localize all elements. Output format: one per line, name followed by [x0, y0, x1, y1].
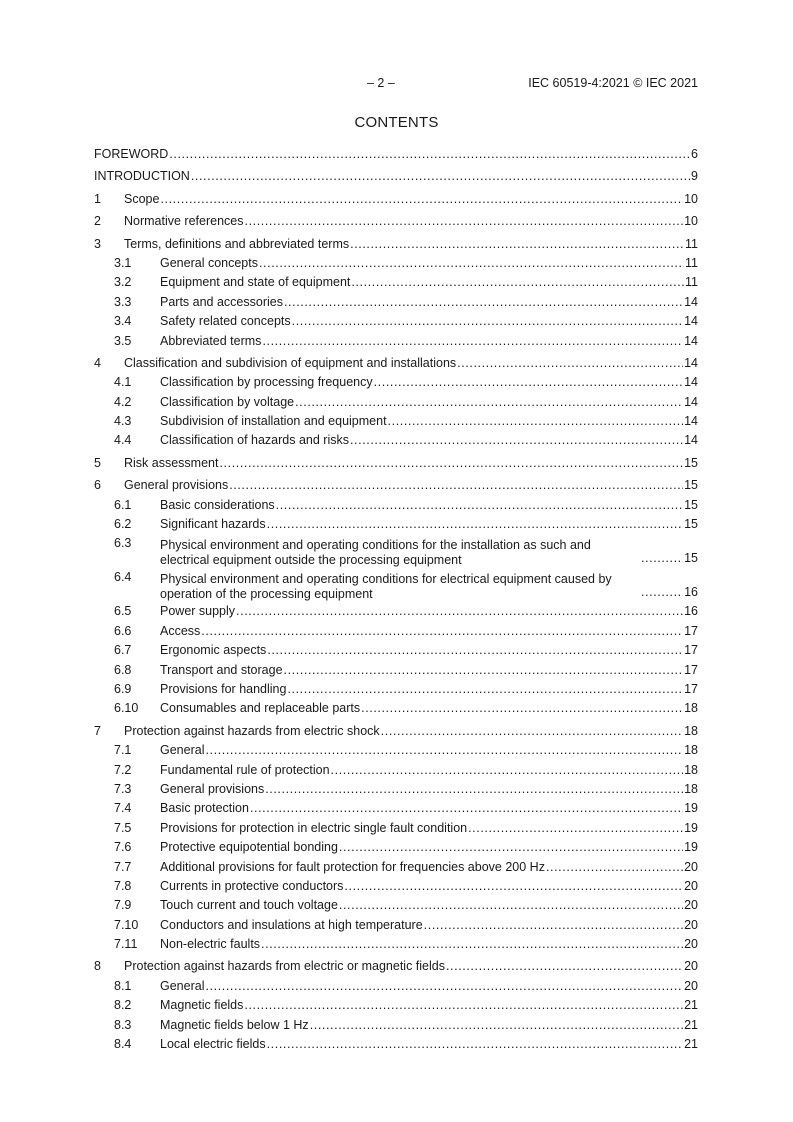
toc-entry-page[interactable]: 20 — [684, 898, 698, 913]
toc-entry-row — [160, 877, 698, 896]
toc-entry-title[interactable]: Basic considerations — [160, 497, 275, 512]
toc-entry-row — [160, 1035, 698, 1054]
dot-leader — [267, 515, 683, 534]
toc-entry-title[interactable]: INTRODUCTION — [94, 169, 190, 184]
toc-entry-title[interactable]: Physical environment and operating conditions for the installation as such and electrical equipment outside the processing equipment — [160, 538, 591, 568]
toc-entry-page[interactable]: 9 — [691, 169, 698, 184]
dot-leader — [361, 699, 683, 718]
dot-leader — [201, 622, 683, 641]
toc-entry-number: 4 — [94, 355, 101, 370]
toc-entry[interactable] — [94, 476, 698, 495]
toc-entry[interactable] — [94, 877, 698, 896]
toc-entry-number: 6.5 — [114, 604, 132, 619]
toc-entry-row — [160, 661, 698, 680]
toc-entry-row — [94, 145, 698, 164]
toc-entry-title[interactable]: Fundamental rule of protection — [160, 762, 330, 777]
toc-entry-title[interactable]: Classification by voltage — [160, 394, 295, 409]
toc-entry-title[interactable]: Classification of hazards and risks — [160, 433, 349, 448]
toc-entry-number: 6.1 — [114, 497, 132, 512]
dot-leader — [374, 373, 683, 392]
toc-entry-page[interactable]: 17 — [684, 643, 698, 658]
toc-entry-title[interactable]: General concepts — [160, 255, 258, 270]
toc-entry-row — [124, 190, 698, 209]
toc-entry-row — [124, 476, 698, 495]
page-number: – 2 – — [367, 76, 395, 90]
toc-entry[interactable] — [94, 568, 698, 602]
toc-entry-title[interactable]: Magnetic fields below 1 Hz — [160, 1017, 309, 1032]
dot-leader — [245, 212, 684, 231]
toc-entry[interactable] — [94, 373, 698, 392]
dot-leader — [457, 354, 683, 373]
toc-entry-title[interactable]: Provisions for protection in electric single fault condition — [160, 820, 468, 835]
toc-entry-page[interactable]: 21 — [684, 1037, 698, 1052]
dot-leader — [284, 661, 684, 680]
toc-entry-row — [124, 722, 698, 741]
toc-entry-number: 1 — [94, 191, 101, 206]
dot-leader — [262, 332, 683, 351]
toc-entry-title[interactable]: Parts and accessories — [160, 294, 283, 309]
toc-entry-page[interactable]: 20 — [684, 878, 698, 893]
dot-leader — [424, 916, 683, 935]
toc-entry-title[interactable]: Non-electric faults — [160, 937, 261, 952]
toc-entry-page[interactable]: 16 — [684, 585, 698, 600]
toc-entry-title[interactable]: FOREWORD — [94, 147, 169, 161]
toc-entry[interactable] — [94, 977, 698, 996]
toc-entry-title[interactable]: Equipment and state of equipment — [160, 275, 351, 290]
toc-entry-number: 6.6 — [114, 623, 132, 638]
toc-entry-row — [160, 977, 698, 996]
toc-entry-row — [160, 741, 698, 760]
dot-leader — [641, 549, 683, 568]
toc-entry-row — [124, 957, 698, 976]
toc-entry-title[interactable]: Physical environment and operating conditions for electrical equipment caused by operation of the processing equipment — [160, 572, 612, 602]
toc-entry-row — [160, 515, 698, 534]
toc-entry-page[interactable]: 17 — [684, 681, 698, 696]
standard-reference: IEC 60519-4:2021 © IEC 2021 — [528, 76, 698, 90]
toc-entry-number: 7.4 — [114, 801, 132, 816]
toc-entry-number: 6.2 — [114, 517, 132, 532]
dot-leader — [205, 741, 683, 760]
toc-entry[interactable] — [94, 212, 698, 231]
toc-entry[interactable] — [94, 996, 698, 1015]
toc-entry-title[interactable]: Provisions for handling — [160, 681, 287, 696]
toc-entry-title[interactable]: General — [160, 743, 205, 758]
toc-entry-title[interactable]: Transport and storage — [160, 662, 283, 677]
toc-entry-page[interactable]: 15 — [684, 517, 698, 532]
toc-entry-number: 8.3 — [114, 1017, 132, 1032]
toc-entry[interactable] — [94, 167, 698, 186]
toc-entry-page[interactable]: 19 — [684, 840, 698, 855]
toc-entry-page[interactable]: 14 — [684, 394, 698, 409]
toc-entry-number: 6.3 — [114, 536, 132, 551]
toc-entry-title[interactable]: Risk assessment — [124, 455, 219, 470]
dot-leader — [276, 496, 683, 515]
dot-leader — [295, 393, 683, 412]
toc-entry-page[interactable]: 19 — [684, 801, 698, 816]
toc-entry-page[interactable]: 14 — [684, 355, 698, 370]
toc-entry-number: 3.5 — [114, 333, 132, 348]
dot-leader — [265, 780, 683, 799]
dot-leader — [284, 293, 683, 312]
toc-entry-page[interactable]: 15 — [684, 551, 698, 566]
toc-entry[interactable] — [94, 332, 698, 351]
toc-entry-row — [160, 838, 698, 857]
toc-entry[interactable] — [94, 761, 698, 780]
toc-entry-page[interactable]: 17 — [684, 623, 698, 638]
toc-entry-page[interactable]: 16 — [684, 604, 698, 619]
toc-entry-row — [160, 641, 698, 660]
toc-entry-number: 6.9 — [114, 681, 132, 696]
toc-entry-number: 8.4 — [114, 1037, 132, 1052]
dot-leader — [250, 799, 683, 818]
toc-entry-page[interactable]: 20 — [684, 859, 698, 874]
toc-entry-row — [124, 454, 698, 473]
dot-leader — [331, 761, 684, 780]
dot-leader — [205, 977, 683, 996]
toc-entry-page[interactable]: 10 — [684, 191, 698, 206]
toc-entry[interactable] — [94, 454, 698, 473]
toc-entry-number: 6.8 — [114, 662, 132, 677]
toc-entry-row — [160, 332, 698, 351]
toc-entry-row — [160, 819, 698, 838]
toc-entry[interactable] — [94, 412, 698, 431]
toc-entry-number: 7.2 — [114, 762, 132, 777]
toc-entry-row — [160, 412, 698, 431]
dot-leader — [351, 273, 684, 292]
toc-entry-number: 5 — [94, 455, 101, 470]
toc-entry[interactable] — [94, 1016, 698, 1035]
dot-leader — [350, 235, 684, 254]
dot-leader — [287, 680, 683, 699]
toc-entry[interactable] — [94, 496, 698, 515]
toc-entry[interactable] — [94, 896, 698, 915]
toc-entry-row — [160, 916, 698, 935]
toc-entry-title[interactable]: Touch current and touch voltage — [160, 898, 338, 913]
toc-entry[interactable] — [94, 680, 698, 699]
dot-leader — [267, 1035, 683, 1054]
dot-leader — [259, 254, 684, 273]
toc-entry-row — [160, 680, 698, 699]
toc-entry-page[interactable]: 20 — [684, 917, 698, 932]
toc-entry-number: 4.2 — [114, 394, 132, 409]
toc-entry[interactable] — [94, 741, 698, 760]
toc-entry-row — [160, 602, 698, 621]
toc-entry[interactable] — [94, 1035, 698, 1054]
toc-entry[interactable] — [94, 858, 698, 877]
toc-entry-page[interactable]: 11 — [685, 255, 698, 270]
toc-entry-page[interactable]: 20 — [684, 937, 698, 952]
toc-entry-row — [160, 780, 698, 799]
toc-entry[interactable] — [94, 780, 698, 799]
toc-entry-row — [124, 212, 698, 231]
toc-entry-number: 7.6 — [114, 840, 132, 855]
dot-leader — [339, 896, 683, 915]
toc-entry-row — [160, 312, 698, 331]
page-title: CONTENTS — [354, 114, 439, 131]
toc-entry-number: 4.1 — [114, 375, 132, 390]
dot-leader — [160, 190, 683, 209]
toc-entry-row — [160, 896, 698, 915]
toc-entry-number: 6.4 — [114, 570, 132, 585]
toc-entry[interactable] — [94, 190, 698, 209]
dot-leader — [219, 454, 683, 473]
toc-entry-number: 6.10 — [114, 701, 139, 716]
toc-entry-row — [160, 1016, 698, 1035]
toc-entry-row — [124, 354, 698, 373]
toc-entry[interactable] — [94, 393, 698, 412]
toc-entry[interactable] — [94, 935, 698, 954]
toc-entry-page[interactable]: 21 — [684, 998, 698, 1013]
dot-leader — [310, 1016, 683, 1035]
toc-entry-page[interactable]: 14 — [684, 433, 698, 448]
toc-entry[interactable] — [94, 235, 698, 254]
toc-entry-number: 4.4 — [114, 433, 132, 448]
toc-entry-title[interactable]: Normative references — [124, 214, 244, 229]
toc-entry-title[interactable]: Ergonomic aspects — [160, 643, 267, 658]
toc-entry-number: 7 — [94, 723, 101, 738]
toc-entry-title[interactable]: General provisions — [160, 781, 265, 796]
toc-entry[interactable] — [94, 354, 698, 373]
toc-entry-row — [160, 935, 698, 954]
dot-leader — [446, 957, 683, 976]
toc-entry-page[interactable]: 18 — [684, 781, 698, 796]
dot-leader — [236, 602, 683, 621]
toc-entry-row — [160, 431, 698, 450]
toc-entry-title[interactable]: Protective equipotential bonding — [160, 840, 338, 855]
toc-entry-page[interactable]: 20 — [684, 978, 698, 993]
toc-entry-number: 3.3 — [114, 294, 132, 309]
toc-entry-page[interactable]: 18 — [684, 743, 698, 758]
toc-entry-page[interactable]: 14 — [684, 375, 698, 390]
toc-entry-title[interactable]: Protection against hazards from electric or magnetic fields — [124, 959, 445, 974]
toc-entry[interactable] — [94, 622, 698, 641]
dot-leader — [292, 312, 683, 331]
toc-entry-number: 6.7 — [114, 643, 132, 658]
toc-entry-page[interactable]: 18 — [684, 701, 698, 716]
toc-entry-page[interactable]: 15 — [684, 497, 698, 512]
dot-leader — [169, 145, 690, 164]
toc-entry-title[interactable]: Magnetic fields — [160, 998, 244, 1013]
toc-entry-number: 8.2 — [114, 998, 132, 1013]
toc-entry-title[interactable]: Safety related concepts — [160, 314, 291, 329]
toc-entry[interactable] — [94, 799, 698, 818]
toc-entry-page[interactable]: 15 — [684, 478, 698, 493]
toc-entry-row — [160, 799, 698, 818]
toc-entry-page[interactable]: 21 — [684, 1017, 698, 1032]
toc-entry-number: 8.1 — [114, 978, 132, 993]
toc-entry-row — [160, 858, 698, 877]
toc-entry-number: 3.2 — [114, 275, 132, 290]
toc-entry-page[interactable]: 14 — [684, 294, 698, 309]
dot-leader — [546, 858, 683, 877]
dot-leader — [267, 641, 683, 660]
toc-entry-title[interactable]: Scope — [124, 191, 160, 206]
toc-entry-number: 2 — [94, 214, 101, 229]
dot-leader — [339, 838, 683, 857]
toc-entry-number: 7.5 — [114, 820, 132, 835]
toc-entry-title[interactable]: Consumables and replaceable parts — [160, 701, 361, 716]
toc-entry-page[interactable]: 11 — [685, 236, 698, 251]
toc-entry-title[interactable]: Access — [160, 623, 201, 638]
toc-entry-row — [160, 699, 698, 718]
toc-entry-title[interactable]: Terms, definitions and abbreviated terms — [124, 236, 350, 251]
toc-entry-row — [160, 393, 698, 412]
dot-leader — [468, 819, 683, 838]
dot-leader — [388, 412, 684, 431]
toc-entry[interactable] — [94, 838, 698, 857]
toc-entry-title[interactable]: Classification by processing frequency — [160, 375, 373, 390]
dot-leader — [344, 877, 683, 896]
toc-entry-row — [160, 622, 698, 641]
toc-entry[interactable] — [94, 957, 698, 976]
dot-leader — [261, 935, 683, 954]
toc-entry-page[interactable]: 18 — [684, 723, 698, 738]
toc-entry-title[interactable]: Local electric fields — [160, 1037, 266, 1052]
toc-entry-page[interactable]: 6 — [691, 147, 698, 161]
toc-entry[interactable] — [94, 641, 698, 660]
dot-leader — [244, 996, 683, 1015]
toc-entry-page[interactable]: 15 — [684, 455, 698, 470]
toc-entry-number: 7.10 — [114, 917, 139, 932]
toc-entry-title[interactable]: Basic protection — [160, 801, 249, 816]
toc-entry-row — [160, 273, 698, 292]
toc-entry-title[interactable]: Currents in protective conductors — [160, 878, 344, 893]
toc-entry[interactable] — [94, 293, 698, 312]
toc-entry-title[interactable]: Abbreviated terms — [160, 333, 262, 348]
toc-entry-title[interactable]: Power supply — [160, 604, 236, 619]
toc-entry-row — [160, 534, 698, 568]
dot-leader — [381, 722, 683, 741]
toc-entry-number: 3.4 — [114, 314, 132, 329]
toc-entry-row — [160, 293, 698, 312]
toc-entry-title[interactable]: Additional provisions for fault protection for frequencies above 200 Hz — [160, 859, 545, 874]
toc-entry-row — [160, 568, 698, 602]
toc-entry-page[interactable]: 14 — [684, 333, 698, 348]
toc-entry[interactable] — [94, 145, 698, 164]
toc-entry[interactable] — [94, 273, 698, 292]
toc-entry-page[interactable]: 11 — [685, 275, 698, 290]
toc-entry[interactable] — [94, 254, 698, 273]
toc-entry-title[interactable]: Conductors and insulations at high temperature — [160, 917, 423, 932]
dot-leader — [641, 583, 683, 602]
toc-entry[interactable] — [94, 819, 698, 838]
toc-entry-page[interactable]: 18 — [684, 762, 698, 777]
toc-entry[interactable] — [94, 431, 698, 450]
toc-entry-page[interactable]: 14 — [684, 414, 698, 429]
toc-entry-title[interactable]: Subdivision of installation and equipment — [160, 414, 387, 429]
toc-entry-number: 7.3 — [114, 781, 132, 796]
dot-leader — [229, 476, 683, 495]
toc-entry[interactable] — [94, 602, 698, 621]
toc-entry-page[interactable]: 14 — [684, 314, 698, 329]
toc-entry[interactable] — [94, 661, 698, 680]
toc-entry-page[interactable]: 17 — [684, 662, 698, 677]
toc-entry[interactable] — [94, 534, 698, 568]
toc-entry-number: 7.11 — [114, 937, 138, 952]
toc-entry-number: 7.9 — [114, 898, 132, 913]
toc-entry-page[interactable]: 20 — [684, 959, 698, 974]
toc-entry[interactable] — [94, 916, 698, 935]
toc-entry-page[interactable]: 19 — [684, 820, 698, 835]
toc-entry-number: 3.1 — [114, 255, 132, 270]
toc-entry-row — [160, 373, 698, 392]
toc-entry-number: 4.3 — [114, 414, 132, 429]
dot-leader — [350, 431, 683, 450]
toc-entry[interactable] — [94, 312, 698, 331]
toc-entry-title[interactable]: Classification and subdivision of equipment and installations — [124, 355, 457, 370]
toc-entry-number: 7.8 — [114, 878, 132, 893]
toc-entry-row — [160, 761, 698, 780]
toc-entry-number: 8 — [94, 959, 101, 974]
page-header — [0, 76, 793, 92]
toc-entry-page[interactable]: 10 — [684, 214, 698, 229]
toc-entry[interactable] — [94, 699, 698, 718]
table-of-contents — [94, 145, 698, 1054]
toc-entry-number: 3 — [94, 236, 101, 251]
toc-entry-row — [160, 254, 698, 273]
toc-entry-title[interactable]: General — [160, 978, 205, 993]
toc-entry-number: 7.1 — [114, 743, 132, 758]
toc-entry-number: 6 — [94, 478, 101, 493]
toc-entry-row — [124, 235, 698, 254]
toc-entry-row — [160, 996, 698, 1015]
toc-entry-row — [160, 496, 698, 515]
dot-leader — [191, 167, 690, 186]
toc-entry[interactable] — [94, 515, 698, 534]
toc-entry-title[interactable]: Protection against hazards from electric shock — [124, 723, 380, 738]
toc-entry[interactable] — [94, 722, 698, 741]
toc-entry-row — [94, 167, 698, 186]
toc-entry-title[interactable]: General provisions — [124, 478, 229, 493]
toc-entry-title[interactable]: Significant hazards — [160, 517, 266, 532]
toc-entry-number: 7.7 — [114, 859, 132, 874]
